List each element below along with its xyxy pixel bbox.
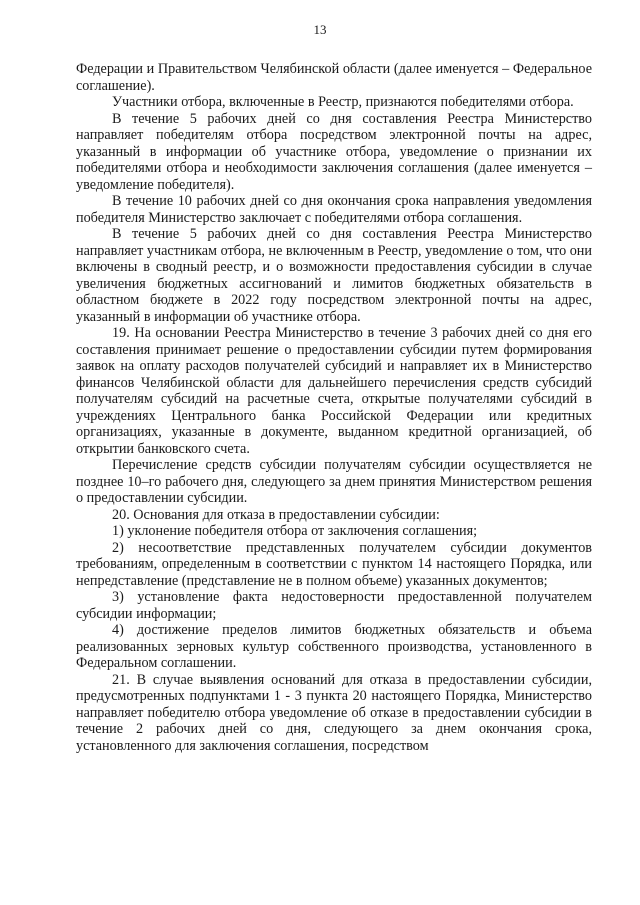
paragraph: В течение 5 рабочих дней со дня составления Реестра Министерство направляет победителям отбора посредством электронной почты на адрес, указанный в информации об участнике отбора, уведомление о признании их победителями отбора и необходимости заключения соглашения (далее именуется – уведомление победителя). [76,110,592,193]
list-item: 4) достижение пределов лимитов бюджетных обязательств и объема реализованных зерновых культур собственного производства, установленного в Федеральном соглашении. [76,622,592,671]
paragraph: В течение 10 рабочих дней со дня окончания срока направления уведомления победителя Министерство заключает с победителями отбора соглашения. [76,193,592,226]
paragraph-item-21: 21. В случае выявления оснований для отказа в предоставлении субсидии, предусмотренных подпунктами 1 - 3 пункта 20 настоящего Порядка, Министерство направляет победителю отбора уведомление об отказе в предоставлении субсидии в течение 2 рабочих дней со дня, следующего за днем окончания срока, установленного для заключения соглашения, посредством [76,671,592,754]
list-item: 3) установление факта недостоверности предоставленной получателем субсидии информации; [76,589,592,622]
paragraph: Участники отбора, включенные в Реестр, признаются победителями отбора. [112,94,574,110]
document-body [76,61,592,754]
paragraph: Перечисление средств субсидии получателям субсидии осуществляется не позднее 10–го рабочего дня, следующего за днем принятия Министерством решения о предоставлении субсидии. [76,457,592,506]
paragraph-item-20: 20. Основания для отказа в предоставлении субсидии: [112,506,440,523]
paragraph: В течение 5 рабочих дней со дня составления Реестра Министерство направляет участникам отбора, не включенным в Реестр, уведомление о том, что они включены в сводный реестр, и о возможности предоставления субсидии в случае увеличения бюджетных ассигнований и лимитов бюджетных обязательств в областном бюджете в 2022 году посредством электронной почты на адрес, указанный в информации об участнике отбора. [76,226,592,325]
paragraph-continuation: Федерации и Правительством Челябинской области (далее именуется – Федеральное соглашение). [76,61,592,94]
paragraph-item-19: 19. На основании Реестра Министерство в течение 3 рабочих дней со дня его составления принимает решение о предоставлении субсидии путем формирования заявок на оплату расходов получателей субсидий и направляет их в Министерство финансов Челябинской области для дальнейшего перечисления средств субсидий получателям субсидий на расчетные счета, открытые получателями субсидий в учреждениях Центрального банка Российской Федерации или кредитных организациях, указанные в документе, выданном кредитной организацией, об открытии банковского счета. [76,325,592,457]
list-item: 2) несоответствие представленных получателем субсидии документов требованиям, определенным в соответствии с пунктом 14 настоящего Порядка, или непредставление (представление не в полном объеме) указанных документов; [76,539,592,589]
list-item: 1) уклонение победителя отбора от заключения соглашения; [112,523,478,539]
page-number: 13 [313,22,327,37]
